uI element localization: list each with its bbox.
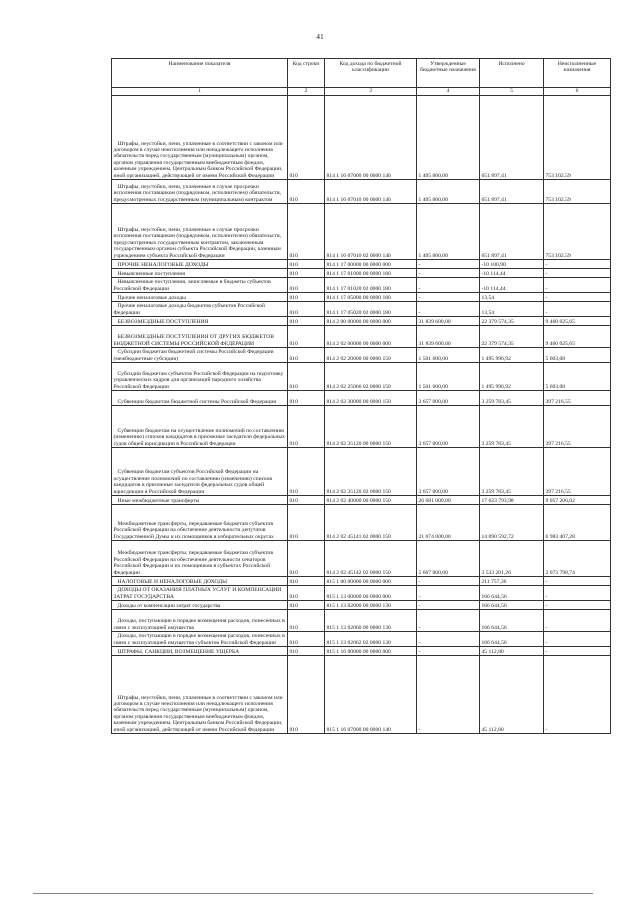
executed-amount: 166 644,56	[480, 586, 544, 601]
row-code: 010	[288, 363, 325, 391]
table-row	[112, 586, 611, 601]
executed-amount: 45 112,80	[480, 647, 544, 656]
unexecuted-amount: 5 603,08	[544, 348, 611, 363]
row-code: 010	[288, 656, 325, 734]
executed-amount: 1 495 996,92	[480, 348, 544, 363]
executed-amount: 17 623 793,98	[480, 496, 544, 505]
unexecuted-amount: 753 102,59	[544, 96, 611, 180]
approved-amount: -	[417, 260, 480, 269]
row-code: 010	[288, 180, 325, 204]
table-row	[112, 601, 611, 610]
indicator-name: Невыясненные поступления	[112, 269, 288, 278]
indicator-name: ПРОЧИЕ НЕНАЛОГОВЫЕ ДОХОДЫ	[112, 260, 288, 269]
approved-amount: 3 657 000,00	[417, 406, 480, 448]
table-row	[112, 302, 611, 317]
unexecuted-amount: -	[544, 269, 611, 278]
unexecuted-amount: 397 216,55	[544, 391, 611, 406]
table-row	[112, 269, 611, 278]
indicator-name: НАЛОГОВЫЕ И НЕНАЛОГОВЫЕ ДОХОДЫ	[112, 577, 288, 586]
executed-amount: 211 757,36	[480, 577, 544, 586]
indicator-name: Межбюджетные трансферты, передаваемые бюджетам субъектов Российской Федерации на обеспечение деятельности депутатов Государственной Думы и их помощников в избирательных округах	[112, 505, 288, 541]
income-code: 815 1 13 00000 00 0000 000	[325, 586, 417, 601]
approved-amount: -	[417, 577, 480, 586]
row-code: 010	[288, 391, 325, 406]
executed-amount: 13,54	[480, 302, 544, 317]
indicator-name: Прочие неналоговые доходы	[112, 293, 288, 302]
indicator-name: Субсидии бюджетам субъектов Российской Федерации на подготовку управленческих кадров для организаций народного хозяйства Российской Федерации	[112, 363, 288, 391]
income-code: 815 1 13 02060 00 0000 130	[325, 610, 417, 632]
income-code: 814 2 02 45141 02 0000 150	[325, 505, 417, 541]
column-number: 3	[325, 88, 417, 96]
executed-amount: -10 100,90	[480, 260, 544, 269]
table-row	[112, 260, 611, 269]
approved-amount: -	[417, 302, 480, 317]
executed-amount: 166 644,56	[480, 610, 544, 632]
row-code: 010	[288, 269, 325, 278]
column-number: 4	[417, 88, 480, 96]
executed-amount: 1 495 996,92	[480, 363, 544, 391]
income-code: 815 1 16 00000 00 0000 000	[325, 647, 417, 656]
row-code: 010	[288, 647, 325, 656]
row-code: 010	[288, 632, 325, 647]
approved-amount: 3 657 000,00	[417, 448, 480, 496]
row-code: 010	[288, 317, 325, 326]
approved-amount: 31 839 600,00	[417, 326, 480, 348]
income-code: 814 2 02 35120 02 0000 150	[325, 448, 417, 496]
unexecuted-amount: 9 460 025,65	[544, 317, 611, 326]
approved-amount: -	[417, 293, 480, 302]
table-row	[112, 406, 611, 448]
row-code: 010	[288, 541, 325, 577]
column-number: 1	[112, 88, 288, 96]
approved-amount: 31 839 600,00	[417, 317, 480, 326]
unexecuted-amount: 397 216,55	[544, 406, 611, 448]
income-code: 814 1 16 07010 00 0000 140	[325, 180, 417, 204]
header-indicator-name: Наименование показателя	[112, 59, 288, 88]
approved-amount: 26 681 000,00	[417, 496, 480, 505]
table-row	[112, 278, 611, 293]
header-income-code: Код дохода по бюджетной классификации	[325, 59, 417, 88]
indicator-name: ШТРАФЫ, САНКЦИИ, ВОЗМЕЩЕНИЕ УЩЕРБА	[112, 647, 288, 656]
income-code: 814 2 00 00000 00 0000 000	[325, 317, 417, 326]
unexecuted-amount: 753 102,59	[544, 180, 611, 204]
row-code: 010	[288, 326, 325, 348]
row-code: 010	[288, 586, 325, 601]
table-row	[112, 204, 611, 260]
unexecuted-amount: -	[544, 610, 611, 632]
income-code: 814 2 02 30000 00 0000 150	[325, 391, 417, 406]
table-row	[112, 632, 611, 647]
row-code: 010	[288, 505, 325, 541]
row-code: 010	[288, 278, 325, 293]
table-row	[112, 317, 611, 326]
row-code: 010	[288, 260, 325, 269]
table-row	[112, 496, 611, 505]
table-row	[112, 656, 611, 734]
page-number: 41	[316, 32, 324, 41]
income-code: 814 2 02 45142 02 0000 150	[325, 541, 417, 577]
row-code: 010	[288, 601, 325, 610]
table-row	[112, 326, 611, 348]
unexecuted-amount: -	[544, 656, 611, 734]
income-code: 814 1 17 01020 02 0000 180	[325, 278, 417, 293]
unexecuted-amount: 6 983 407,28	[544, 505, 611, 541]
row-code: 010	[288, 348, 325, 363]
table-row	[112, 96, 611, 180]
executed-amount: -10 114,44	[480, 278, 544, 293]
approved-amount: -	[417, 586, 480, 601]
approved-amount: 1 501 600,00	[417, 363, 480, 391]
row-code: 010	[288, 496, 325, 505]
header-unexecuted: Неисполненные назначения	[544, 59, 611, 88]
unexecuted-amount: -	[544, 632, 611, 647]
approved-amount: -	[417, 656, 480, 734]
indicator-name: БЕЗВОЗМЕЗДНЫЕ ПОСТУПЛЕНИЯ ОТ ДРУГИХ БЮДЖЕТОВ БЮДЖЕТНОЙ СИСТЕМЫ РОССИЙСКОЙ ФЕДЕРАЦИИ	[112, 326, 288, 348]
unexecuted-amount: 9 460 025,65	[544, 326, 611, 348]
table-row	[112, 505, 611, 541]
executed-amount: 651 897,41	[480, 96, 544, 180]
indicator-name: Прочие неналоговые доходы бюджетов субъектов Российской Федерации	[112, 302, 288, 317]
table-row	[112, 448, 611, 496]
approved-amount: 5 607 000,00	[417, 541, 480, 577]
column-number: 5	[480, 88, 544, 96]
executed-amount: 3 259 783,45	[480, 406, 544, 448]
indicator-name: Субвенции бюджетам бюджетной системы Российской Федерации	[112, 391, 288, 406]
indicator-name: Субвенции бюджетам на осуществление полномочий по составлению (изменению) списков кандидатов в присяжные заседатели федеральных судов общей юрисдикции в Российской Федерации	[112, 406, 288, 448]
table-body	[112, 96, 611, 734]
income-code: 815 1 16 07000 00 0000 140	[325, 656, 417, 734]
executed-amount: 3 259 783,45	[480, 448, 544, 496]
table-row	[112, 577, 611, 586]
footer-divider	[33, 893, 593, 894]
income-code: 814 1 17 05020 02 0000 180	[325, 302, 417, 317]
indicator-name: ДОХОДЫ ОТ ОКАЗАНИЯ ПЛАТНЫХ УСЛУГ И КОМПЕНСАЦИИ ЗАТРАТ ГОСУДАРСТВА	[112, 586, 288, 601]
executed-amount: 3 259 783,45	[480, 391, 544, 406]
table-row	[112, 391, 611, 406]
header-row-code: Код строки	[288, 59, 325, 88]
indicator-name: Субвенции бюджетам субъектов Российской Федерации на осуществление полномочий по составлению (изменению) списков кандидатов в присяжные заседатели федеральных судов общей юрисдикции в Российской Федерации	[112, 448, 288, 496]
indicator-name: Межбюджетные трансферты, передаваемые бюджетам субъектов Российской Федерации на обеспечение деятельности сенаторов Российской Федерации и их помощников в субъектах Российской Федерации	[112, 541, 288, 577]
column-number-row	[112, 88, 611, 96]
income-code: 814 2 02 35120 00 0000 150	[325, 406, 417, 448]
row-code: 010	[288, 96, 325, 180]
approved-amount: -	[417, 632, 480, 647]
indicator-name: БЕЗВОЗМЕЗДНЫЕ ПОСТУПЛЕНИЯ	[112, 317, 288, 326]
unexecuted-amount: -	[544, 601, 611, 610]
executed-amount: -10 114,44	[480, 269, 544, 278]
row-code: 010	[288, 302, 325, 317]
indicator-name: Штрафы, неустойки, пени, уплаченные в случае просрочки исполнения поставщиком (подрядчиком, исполнителем) обязательств, предусмотренных государственным контрактом, заключенным государственным органом субъекта Российской Федерации, казенным учреждением субъекта Российской Федерации	[112, 204, 288, 260]
indicator-name: Доходы, поступающие в порядке возмещения расходов, понесенных в связи с эксплуатацией имущества	[112, 610, 288, 632]
column-number: 6	[544, 88, 611, 96]
unexecuted-amount: 5 603,08	[544, 363, 611, 391]
table-row	[112, 647, 611, 656]
unexecuted-amount: -	[544, 260, 611, 269]
row-code: 010	[288, 610, 325, 632]
header-approved: Утвержденные бюджетные назначения	[417, 59, 480, 88]
indicator-name: Субсидии бюджетам бюджетной системы Российской Федерации (межбюджетные субсидии)	[112, 348, 288, 363]
income-code: 814 1 16 07000 00 0000 140	[325, 96, 417, 180]
approved-amount: 3 657 000,00	[417, 391, 480, 406]
column-number: 2	[288, 88, 325, 96]
executed-amount: 651 897,41	[480, 204, 544, 260]
executed-amount: 45 112,80	[480, 656, 544, 734]
approved-amount: -	[417, 610, 480, 632]
income-code: 814 1 17 01000 00 0000 180	[325, 269, 417, 278]
approved-amount: 1 405 000,00	[417, 96, 480, 180]
approved-amount: -	[417, 601, 480, 610]
income-code: 815 1 13 02062 02 0000 130	[325, 632, 417, 647]
table-row	[112, 180, 611, 204]
executed-amount: 651 897,41	[480, 180, 544, 204]
unexecuted-amount: -	[544, 647, 611, 656]
indicator-name: Штрафы, неустойки, пени, уплаченные в соответствии с законом или договором в случае неисполнения или ненадлежащего исполнения обязательств перед государственным (муниципальным) органом, органом управления государственным внебюджетным фондом, казенным учреждением, Центральным банком Российской Федерации, иной организацией, действующей от имени Российской Федерации	[112, 656, 288, 734]
approved-amount: 21 074 000,00	[417, 505, 480, 541]
unexecuted-amount: -	[544, 278, 611, 293]
income-code: 814 1 17 00000 00 0000 000	[325, 260, 417, 269]
income-code: 814 2 02 00000 00 0000 000	[325, 326, 417, 348]
income-code: 815 1 00 00000 00 0000 000	[325, 577, 417, 586]
row-code: 010	[288, 577, 325, 586]
income-code: 814 1 16 07010 02 0000 140	[325, 204, 417, 260]
executed-amount: 166 644,56	[480, 632, 544, 647]
row-code: 010	[288, 448, 325, 496]
table-row	[112, 363, 611, 391]
indicator-name: Штрафы, неустойки, пени, уплаченные в случае просрочки исполнения поставщиком (подрядчиком, исполнителем) обязательств, предусмотренных государственным (муниципальным) контрактом	[112, 180, 288, 204]
indicator-name: Невыясненные поступления, зачисляемые в бюджеты субъектов Российской Федерации	[112, 278, 288, 293]
unexecuted-amount: 2 073 798,74	[544, 541, 611, 577]
executed-amount: 13,54	[480, 293, 544, 302]
executed-amount: 22 379 574,35	[480, 317, 544, 326]
indicator-name: Иные межбюджетные трансферты	[112, 496, 288, 505]
unexecuted-amount: -	[544, 586, 611, 601]
executed-amount: 22 379 574,35	[480, 326, 544, 348]
income-code: 815 1 13 02000 00 0000 130	[325, 601, 417, 610]
row-code: 010	[288, 406, 325, 448]
executed-amount: 3 533 201,26	[480, 541, 544, 577]
executed-amount: 14 090 592,72	[480, 505, 544, 541]
row-code: 010	[288, 293, 325, 302]
indicator-name: Штрафы, неустойки, пени, уплаченные в соответствии с законом или договором в случае неисполнения или ненадлежащего исполнения обязательств перед государственным (муниципальным) органом, органом управления государственным внебюджетным фондом, казенным учреждением, Центральным банком Российской Федерации, иной организацией, действующей от имени Российской Федерации	[112, 96, 288, 180]
approved-amount: -	[417, 647, 480, 656]
indicator-name: Доходы от компенсации затрат государства	[112, 601, 288, 610]
unexecuted-amount: -	[544, 577, 611, 586]
unexecuted-amount: 753 102,59	[544, 204, 611, 260]
approved-amount: 1 405 000,00	[417, 180, 480, 204]
unexecuted-amount: -	[544, 302, 611, 317]
table-row	[112, 541, 611, 577]
table-header-row	[112, 59, 611, 88]
executed-amount: 166 644,56	[480, 601, 544, 610]
table-row	[112, 610, 611, 632]
approved-amount: -	[417, 269, 480, 278]
unexecuted-amount: 397 216,55	[544, 448, 611, 496]
income-code: 814 2 02 40000 00 0000 150	[325, 496, 417, 505]
income-code: 814 2 02 25066 02 0000 150	[325, 363, 417, 391]
row-code: 010	[288, 204, 325, 260]
table-row	[112, 293, 611, 302]
approved-amount: 1 501 600,00	[417, 348, 480, 363]
table-row	[112, 348, 611, 363]
income-code: 814 1 17 05000 00 0000 180	[325, 293, 417, 302]
approved-amount: -	[417, 278, 480, 293]
indicator-name: Доходы, поступающие в порядке возмещения расходов, понесенных в связи с эксплуатацией имущества субъектов Российской Федерации	[112, 632, 288, 647]
header-executed: Исполнено	[480, 59, 544, 88]
unexecuted-amount: 9 057 206,02	[544, 496, 611, 505]
income-code: 814 2 02 20000 00 0000 150	[325, 348, 417, 363]
approved-amount: 1 405 000,00	[417, 204, 480, 260]
budget-execution-table	[111, 58, 611, 734]
unexecuted-amount: -	[544, 293, 611, 302]
